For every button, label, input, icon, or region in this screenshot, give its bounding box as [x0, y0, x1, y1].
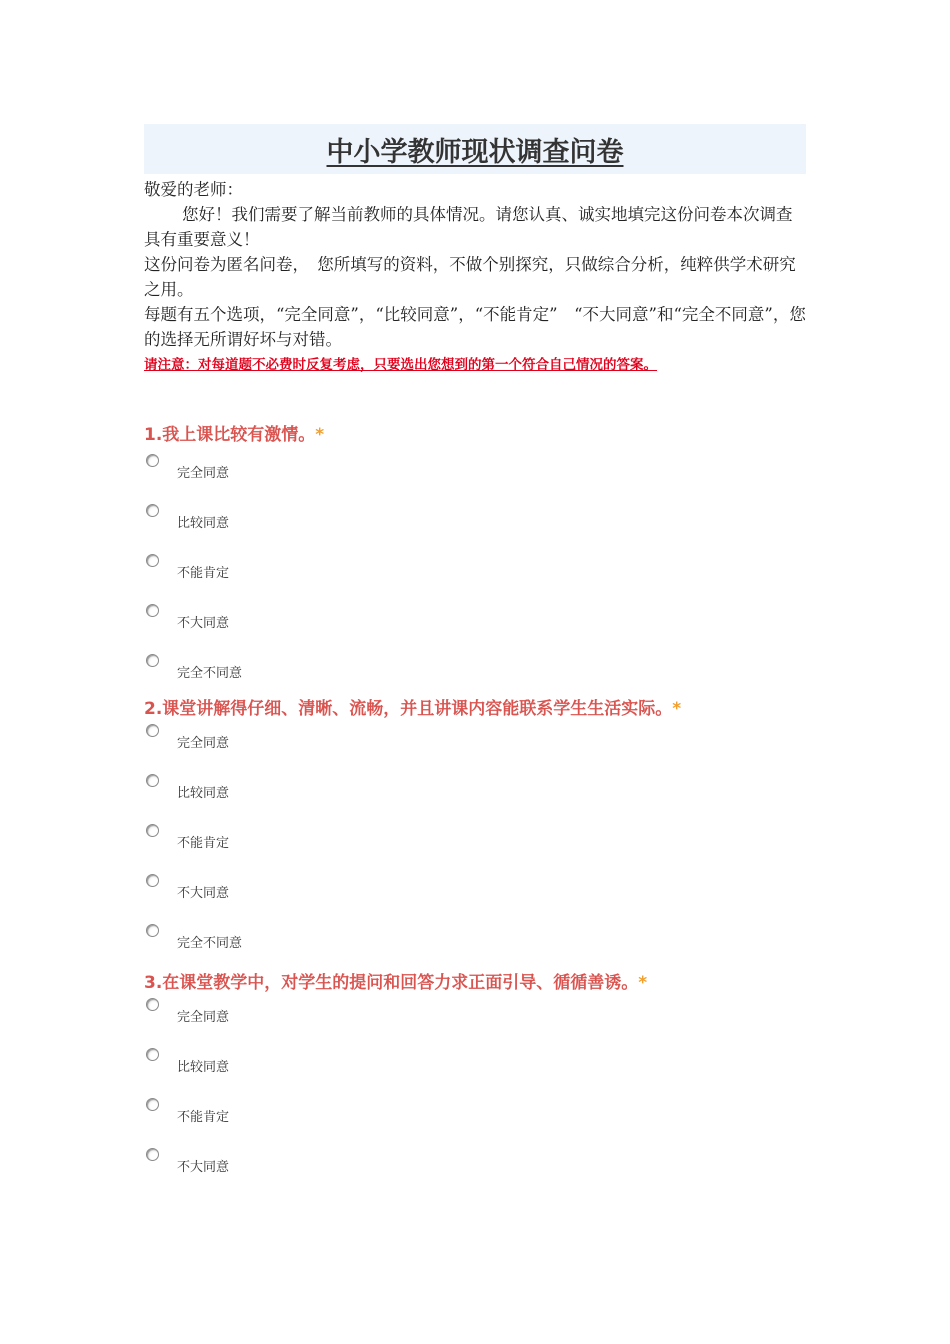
option-item[interactable]: [144, 774, 844, 824]
title-bar: [144, 124, 806, 174]
notice-text: 请注意：对每道题不必费时反复考虑，只要选出您想到的第一个符合自己情况的答案。: [144, 357, 657, 373]
radio-button[interactable]: [146, 1048, 159, 1061]
option-item[interactable]: [144, 924, 844, 974]
radio-button[interactable]: [146, 724, 159, 737]
radio-button[interactable]: [146, 1148, 159, 1161]
survey-header: [144, 124, 806, 376]
option-item[interactable]: [144, 1098, 844, 1148]
required-mark: *: [638, 973, 648, 993]
option-label: 不能肯定: [177, 836, 230, 851]
option-label: 不能肯定: [177, 1110, 230, 1125]
question-title: [144, 697, 844, 721]
question-3: [144, 971, 844, 1198]
greeting: 敬爱的老师：: [144, 180, 243, 199]
page-title: 中小学教师现状调查问卷: [326, 136, 624, 168]
option-label: 完全不同意: [177, 936, 243, 951]
radio-button[interactable]: [146, 654, 159, 667]
option-label: 不大同意: [177, 886, 230, 901]
intro-text: [144, 177, 806, 352]
radio-button[interactable]: [146, 604, 159, 617]
intro-paragraph-3: 每题有五个选项，“完全同意”，“比较同意”，“不能肯定” “不大同意”和“完全不同意”，您的选择无所谓好坏与对错。: [144, 305, 806, 349]
option-label: 完全同意: [177, 466, 230, 481]
question-text: 1.我上课比较有激情。: [144, 425, 316, 445]
option-item[interactable]: [144, 824, 844, 874]
required-mark: *: [315, 425, 325, 445]
option-label: 完全不同意: [177, 666, 243, 681]
option-label: 完全同意: [177, 736, 230, 751]
question-text: 2.课堂讲解得仔细、清晰、流畅，并且讲课内容能联系学生生活实际。: [144, 699, 673, 719]
radio-button[interactable]: [146, 504, 159, 517]
radio-button[interactable]: [146, 554, 159, 567]
radio-button[interactable]: [146, 454, 159, 467]
radio-button[interactable]: [146, 774, 159, 787]
option-item[interactable]: [144, 724, 844, 774]
option-label: 不大同意: [177, 616, 230, 631]
option-item[interactable]: [144, 604, 844, 654]
radio-button[interactable]: [146, 874, 159, 887]
intro-paragraph-2: 这份问卷为匿名问卷， 您所填写的资料，不做个别探究，只做综合分析，纯粹供学术研究之用。: [144, 255, 796, 299]
radio-button[interactable]: [146, 824, 159, 837]
question-2: [144, 697, 844, 974]
option-label: 不能肯定: [177, 566, 230, 581]
radio-button[interactable]: [146, 998, 159, 1011]
radio-button[interactable]: [146, 924, 159, 937]
required-mark: *: [672, 699, 682, 719]
option-label: 完全同意: [177, 1010, 230, 1025]
question-title: [144, 971, 844, 995]
question-text: 3.在课堂教学中，对学生的提问和回答力求正面引导、循循善诱。: [144, 973, 639, 993]
option-item[interactable]: [144, 554, 844, 604]
option-label: 比较同意: [177, 786, 230, 801]
option-item[interactable]: [144, 1148, 844, 1198]
option-item[interactable]: [144, 998, 844, 1048]
question-1: [144, 423, 844, 704]
radio-button[interactable]: [146, 1098, 159, 1111]
option-label: 比较同意: [177, 516, 230, 531]
option-item[interactable]: [144, 454, 844, 504]
option-label: 比较同意: [177, 1060, 230, 1075]
intro-paragraph-1: 您好！我们需要了解当前教师的具体情况。请您认真、诚实地填完这份问卷本次调查具有重要意义！: [144, 205, 793, 249]
option-item[interactable]: [144, 1048, 844, 1098]
option-item[interactable]: [144, 874, 844, 924]
option-label: 不大同意: [177, 1160, 230, 1175]
question-title: [144, 423, 844, 447]
option-item[interactable]: [144, 504, 844, 554]
